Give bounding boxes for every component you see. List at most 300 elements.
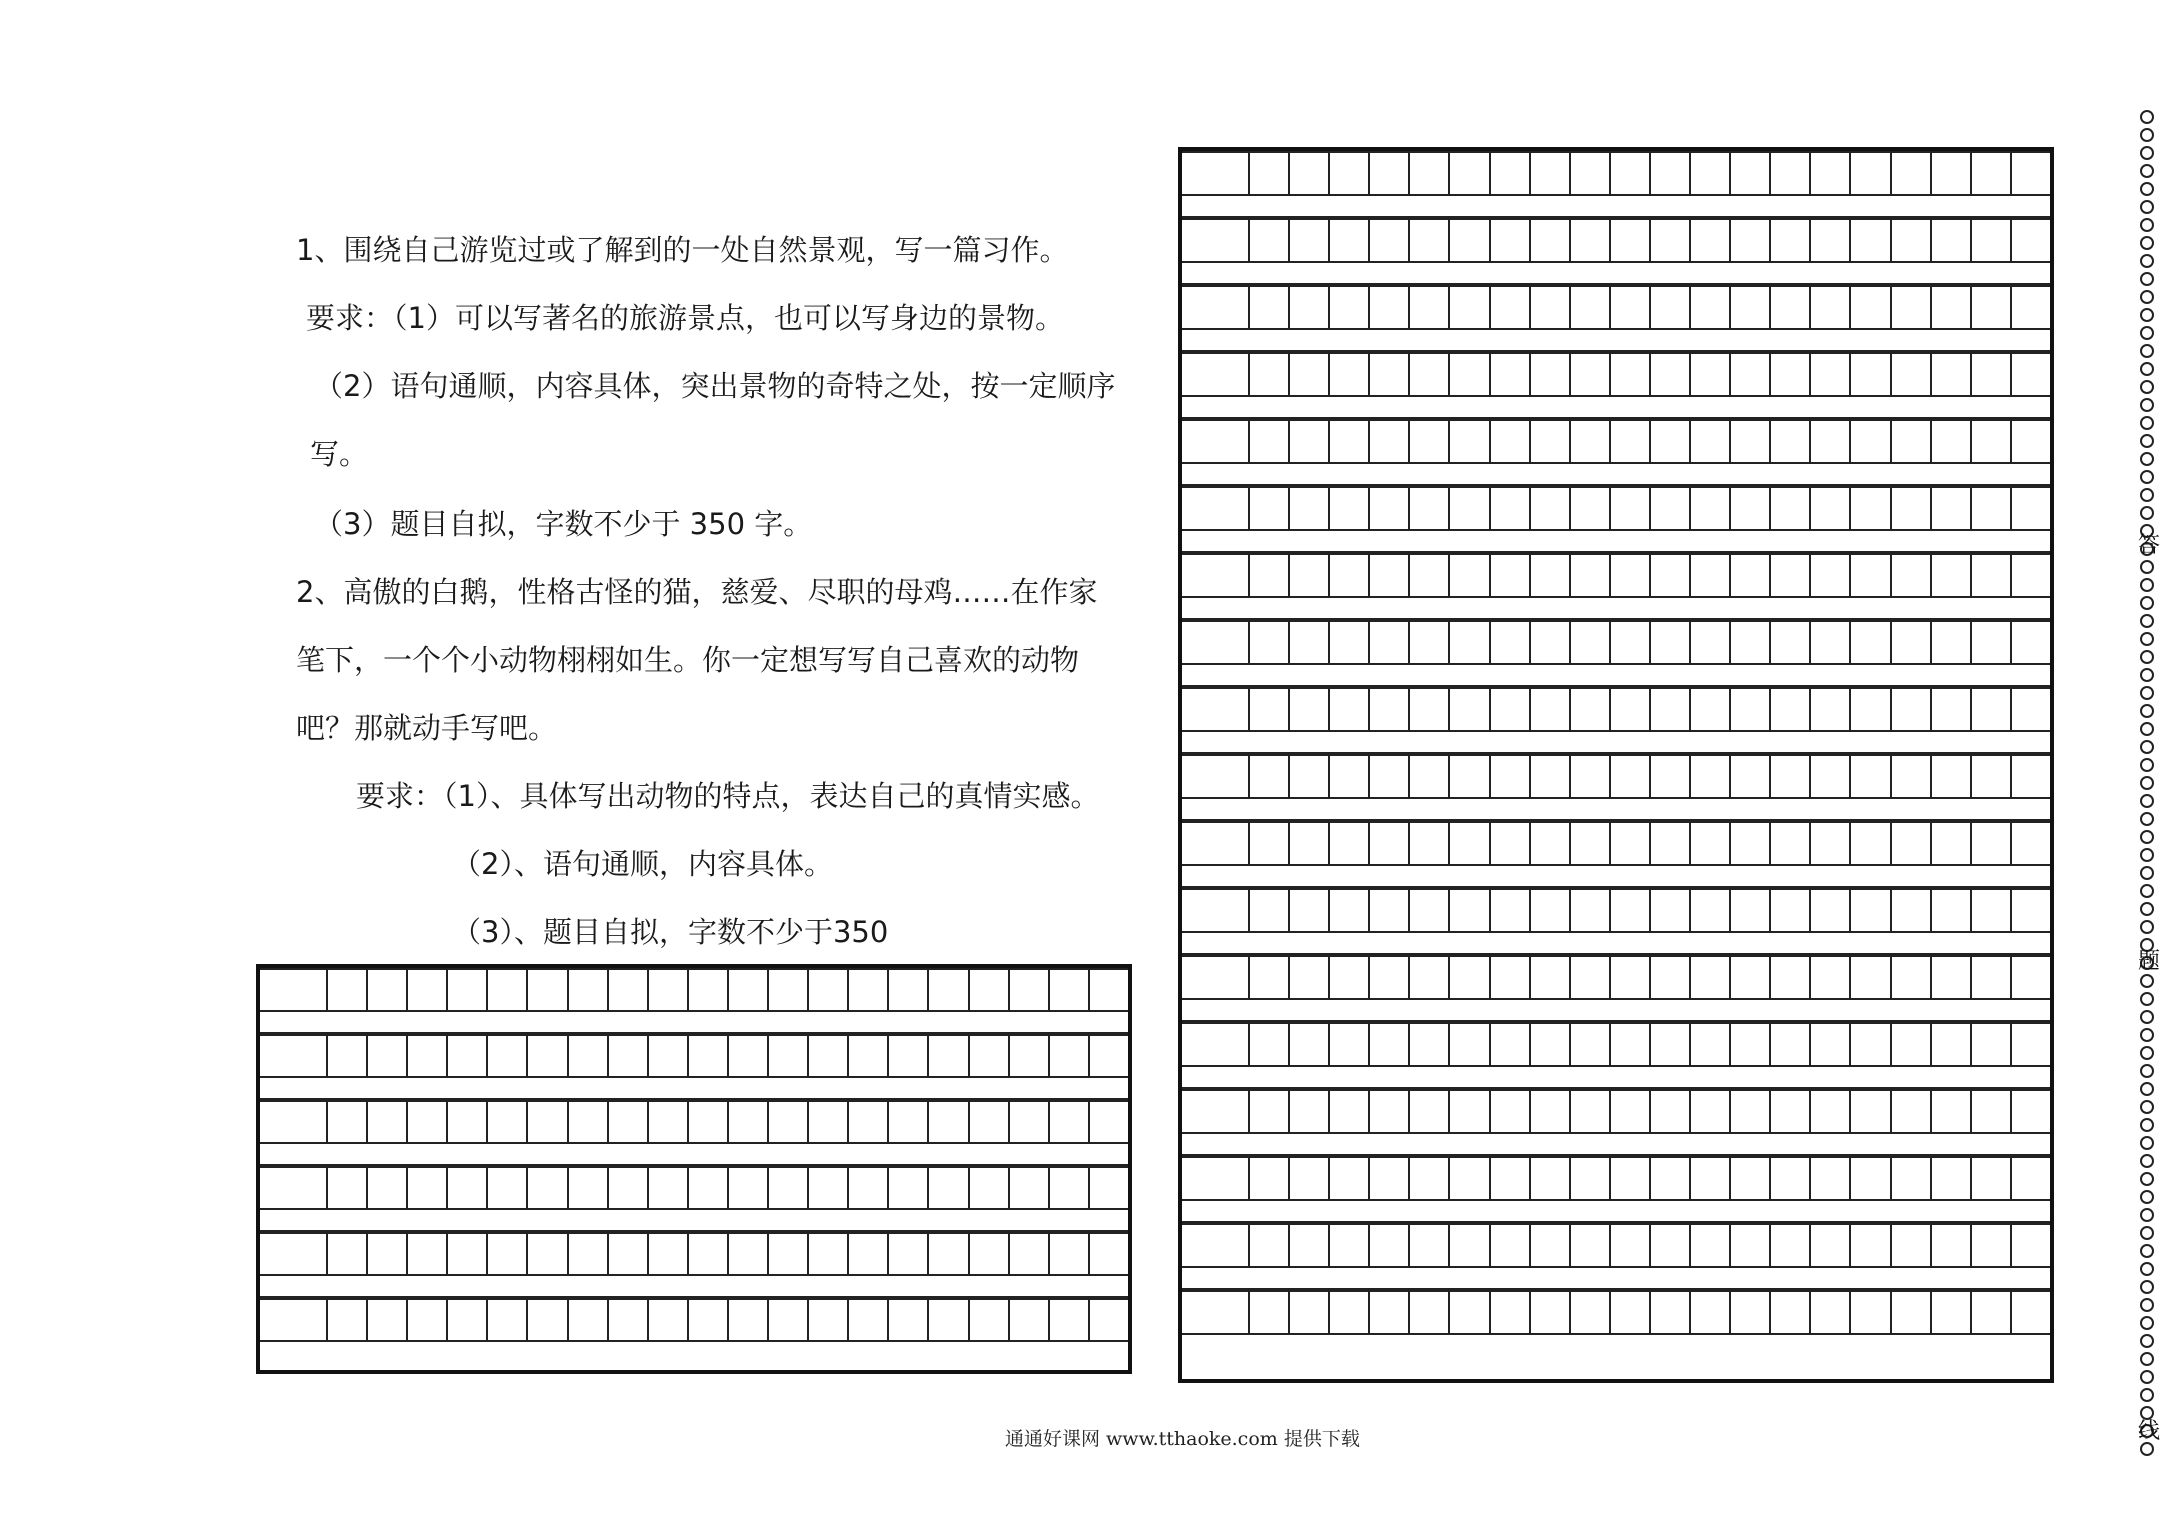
grid-cell[interactable]	[1370, 888, 1410, 933]
grid-cell[interactable]	[1851, 821, 1891, 866]
grid-cell[interactable]	[1450, 754, 1490, 799]
grid-row[interactable]	[1182, 218, 2050, 285]
grid-cell[interactable]	[1250, 687, 1290, 732]
grid-cell[interactable]	[769, 1100, 809, 1144]
grid-cell[interactable]	[1972, 352, 2012, 397]
grid-cell[interactable]	[528, 1166, 568, 1210]
grid-cell[interactable]	[1731, 285, 1771, 330]
grid-cell[interactable]	[1611, 754, 1651, 799]
grid-cell[interactable]	[1491, 888, 1531, 933]
grid-cell[interactable]	[1731, 151, 1771, 196]
grid-cell[interactable]	[1531, 1022, 1571, 1067]
grid-cell[interactable]	[328, 1100, 368, 1144]
grid-cell[interactable]	[1450, 1223, 1490, 1268]
grid-cell[interactable]	[809, 1298, 849, 1342]
grid-cell[interactable]	[2012, 352, 2050, 397]
grid-cell[interactable]	[1771, 620, 1811, 665]
grid-cell[interactable]	[1290, 553, 1330, 598]
grid-cell[interactable]	[1330, 620, 1370, 665]
grid-cell[interactable]	[1182, 821, 1250, 866]
grid-cell[interactable]	[1571, 352, 1611, 397]
grid-cell[interactable]	[1450, 553, 1490, 598]
grid-cell[interactable]	[809, 968, 849, 1012]
grid-cell[interactable]	[260, 1232, 328, 1276]
grid-cell[interactable]	[729, 1034, 769, 1078]
grid-cell[interactable]	[1611, 1156, 1651, 1201]
grid-cell[interactable]	[1892, 553, 1932, 598]
grid-cell[interactable]	[1450, 1022, 1490, 1067]
grid-cell[interactable]	[1491, 754, 1531, 799]
grid-cell[interactable]	[1090, 1232, 1128, 1276]
grid-cell[interactable]	[1651, 419, 1691, 464]
grid-cell[interactable]	[649, 968, 689, 1012]
grid-cell[interactable]	[1611, 151, 1651, 196]
grid-cell[interactable]	[1531, 620, 1571, 665]
grid-cell[interactable]	[1731, 687, 1771, 732]
grid-cell[interactable]	[1771, 1156, 1811, 1201]
grid-cell[interactable]	[1851, 1156, 1891, 1201]
grid-row[interactable]	[1182, 1290, 2050, 1357]
grid-cell[interactable]	[569, 1298, 609, 1342]
grid-row[interactable]	[1182, 419, 2050, 486]
grid-cell[interactable]	[1691, 285, 1731, 330]
grid-cell[interactable]	[1250, 620, 1290, 665]
grid-cell[interactable]	[970, 1034, 1010, 1078]
grid-cell[interactable]	[1330, 955, 1370, 1000]
grid-cell[interactable]	[1330, 754, 1370, 799]
grid-cell[interactable]	[1531, 1290, 1571, 1335]
grid-cell[interactable]	[1972, 1290, 2012, 1335]
grid-cell[interactable]	[1531, 151, 1571, 196]
grid-cell[interactable]	[1972, 620, 2012, 665]
grid-cell[interactable]	[1811, 1290, 1851, 1335]
grid-cell[interactable]	[1811, 1156, 1851, 1201]
grid-cell[interactable]	[1611, 419, 1651, 464]
grid-cell[interactable]	[1691, 1223, 1731, 1268]
grid-cell[interactable]	[1571, 218, 1611, 263]
grid-cell[interactable]	[1611, 218, 1651, 263]
grid-cell[interactable]	[569, 1232, 609, 1276]
grid-cell[interactable]	[1771, 486, 1811, 531]
grid-cell[interactable]	[1090, 968, 1128, 1012]
grid-cell[interactable]	[1290, 486, 1330, 531]
grid-cell[interactable]	[1892, 754, 1932, 799]
grid-cell[interactable]	[368, 1232, 408, 1276]
grid-cell[interactable]	[889, 1232, 929, 1276]
grid-cell[interactable]	[1811, 553, 1851, 598]
grid-cell[interactable]	[448, 968, 488, 1012]
grid-cell[interactable]	[2012, 888, 2050, 933]
grid-cell[interactable]	[260, 1034, 328, 1078]
grid-cell[interactable]	[528, 1298, 568, 1342]
grid-cell[interactable]	[1811, 151, 1851, 196]
grid-cell[interactable]	[689, 968, 729, 1012]
grid-cell[interactable]	[408, 1166, 448, 1210]
grid-cell[interactable]	[729, 1298, 769, 1342]
grid-row[interactable]	[1182, 151, 2050, 218]
grid-cell[interactable]	[1892, 1223, 1932, 1268]
grid-cell[interactable]	[1571, 486, 1611, 531]
right-writing-grid[interactable]	[1178, 147, 2054, 1383]
grid-cell[interactable]	[1531, 955, 1571, 1000]
grid-cell[interactable]	[1330, 486, 1370, 531]
grid-cell[interactable]	[1491, 352, 1531, 397]
grid-cell[interactable]	[929, 1298, 969, 1342]
grid-cell[interactable]	[1972, 419, 2012, 464]
grid-cell[interactable]	[1531, 1089, 1571, 1134]
grid-cell[interactable]	[2012, 754, 2050, 799]
grid-cell[interactable]	[1972, 1022, 2012, 1067]
grid-cell[interactable]	[1531, 687, 1571, 732]
grid-cell[interactable]	[1531, 754, 1571, 799]
grid-cell[interactable]	[1691, 553, 1731, 598]
grid-cell[interactable]	[769, 968, 809, 1012]
grid-cell[interactable]	[1972, 821, 2012, 866]
grid-cell[interactable]	[1851, 1223, 1891, 1268]
grid-cell[interactable]	[1250, 1223, 1290, 1268]
grid-cell[interactable]	[448, 1232, 488, 1276]
grid-cell[interactable]	[609, 1232, 649, 1276]
grid-cell[interactable]	[1450, 1290, 1490, 1335]
grid-cell[interactable]	[1450, 620, 1490, 665]
grid-cell[interactable]	[889, 1298, 929, 1342]
grid-cell[interactable]	[1892, 955, 1932, 1000]
grid-cell[interactable]	[1972, 486, 2012, 531]
grid-cell[interactable]	[849, 1166, 889, 1210]
grid-cell[interactable]	[1571, 1290, 1611, 1335]
grid-cell[interactable]	[1972, 955, 2012, 1000]
grid-cell[interactable]	[1290, 888, 1330, 933]
grid-cell[interactable]	[1410, 419, 1450, 464]
grid-cell[interactable]	[1370, 1089, 1410, 1134]
grid-cell[interactable]	[1250, 1089, 1290, 1134]
grid-cell[interactable]	[1651, 955, 1691, 1000]
grid-cell[interactable]	[1651, 1290, 1691, 1335]
grid-cell[interactable]	[1050, 1232, 1090, 1276]
grid-cell[interactable]	[1290, 1089, 1330, 1134]
grid-cell[interactable]	[1410, 352, 1450, 397]
grid-cell[interactable]	[1611, 1089, 1651, 1134]
grid-cell[interactable]	[1450, 955, 1490, 1000]
grid-cell[interactable]	[1450, 1156, 1490, 1201]
grid-cell[interactable]	[1651, 1223, 1691, 1268]
left-writing-grid[interactable]	[256, 964, 1132, 1374]
grid-row[interactable]	[1182, 888, 2050, 955]
grid-cell[interactable]	[1330, 553, 1370, 598]
grid-cell[interactable]	[1851, 1022, 1891, 1067]
grid-cell[interactable]	[368, 968, 408, 1012]
grid-cell[interactable]	[1811, 821, 1851, 866]
grid-cell[interactable]	[1370, 754, 1410, 799]
grid-row[interactable]	[260, 1298, 1128, 1364]
grid-cell[interactable]	[769, 1298, 809, 1342]
grid-cell[interactable]	[1651, 352, 1691, 397]
grid-row[interactable]	[1182, 1156, 2050, 1223]
grid-cell[interactable]	[1651, 151, 1691, 196]
grid-cell[interactable]	[1611, 553, 1651, 598]
grid-cell[interactable]	[1290, 754, 1330, 799]
grid-cell[interactable]	[1892, 218, 1932, 263]
grid-cell[interactable]	[1651, 285, 1691, 330]
grid-cell[interactable]	[1250, 553, 1290, 598]
grid-cell[interactable]	[689, 1100, 729, 1144]
grid-row[interactable]	[260, 968, 1128, 1034]
grid-cell[interactable]	[1182, 1022, 1250, 1067]
grid-cell[interactable]	[260, 1100, 328, 1144]
grid-cell[interactable]	[1491, 955, 1531, 1000]
grid-cell[interactable]	[368, 1100, 408, 1144]
grid-cell[interactable]	[1370, 285, 1410, 330]
grid-cell[interactable]	[1491, 1022, 1531, 1067]
grid-cell[interactable]	[1491, 553, 1531, 598]
grid-cell[interactable]	[1491, 821, 1531, 866]
grid-cell[interactable]	[1611, 352, 1651, 397]
grid-cell[interactable]	[1932, 687, 1972, 732]
grid-cell[interactable]	[569, 968, 609, 1012]
grid-cell[interactable]	[1491, 486, 1531, 531]
grid-cell[interactable]	[1731, 1290, 1771, 1335]
grid-cell[interactable]	[1771, 1290, 1811, 1335]
grid-cell[interactable]	[1771, 1022, 1811, 1067]
grid-cell[interactable]	[1290, 151, 1330, 196]
grid-cell[interactable]	[1010, 968, 1050, 1012]
grid-cell[interactable]	[1771, 754, 1811, 799]
grid-cell[interactable]	[1851, 1290, 1891, 1335]
grid-cell[interactable]	[1851, 1089, 1891, 1134]
grid-cell[interactable]	[1450, 285, 1490, 330]
grid-cell[interactable]	[569, 1166, 609, 1210]
grid-cell[interactable]	[1731, 888, 1771, 933]
grid-cell[interactable]	[488, 1232, 528, 1276]
grid-cell[interactable]	[488, 1034, 528, 1078]
grid-cell[interactable]	[1531, 1156, 1571, 1201]
grid-cell[interactable]	[1771, 1223, 1811, 1268]
grid-cell[interactable]	[1771, 1089, 1811, 1134]
grid-cell[interactable]	[1571, 1156, 1611, 1201]
grid-cell[interactable]	[970, 968, 1010, 1012]
grid-cell[interactable]	[1611, 888, 1651, 933]
grid-cell[interactable]	[1450, 352, 1490, 397]
grid-cell[interactable]	[408, 1298, 448, 1342]
grid-row[interactable]	[1182, 553, 2050, 620]
grid-cell[interactable]	[1450, 687, 1490, 732]
grid-cell[interactable]	[1611, 620, 1651, 665]
grid-cell[interactable]	[2012, 955, 2050, 1000]
grid-row[interactable]	[260, 1100, 1128, 1166]
grid-cell[interactable]	[1892, 687, 1932, 732]
grid-cell[interactable]	[1290, 1022, 1330, 1067]
grid-cell[interactable]	[1182, 888, 1250, 933]
grid-cell[interactable]	[1771, 553, 1811, 598]
grid-cell[interactable]	[649, 1298, 689, 1342]
grid-cell[interactable]	[1330, 352, 1370, 397]
grid-cell[interactable]	[1410, 1223, 1450, 1268]
grid-cell[interactable]	[769, 1232, 809, 1276]
grid-cell[interactable]	[2012, 218, 2050, 263]
grid-cell[interactable]	[1290, 687, 1330, 732]
grid-cell[interactable]	[1892, 352, 1932, 397]
grid-cell[interactable]	[1410, 620, 1450, 665]
grid-cell[interactable]	[1851, 754, 1891, 799]
grid-cell[interactable]	[1450, 218, 1490, 263]
grid-cell[interactable]	[609, 1298, 649, 1342]
grid-cell[interactable]	[1410, 285, 1450, 330]
grid-cell[interactable]	[1050, 1166, 1090, 1210]
grid-cell[interactable]	[1571, 955, 1611, 1000]
grid-cell[interactable]	[889, 1034, 929, 1078]
grid-cell[interactable]	[1330, 285, 1370, 330]
grid-cell[interactable]	[328, 1034, 368, 1078]
grid-cell[interactable]	[1531, 285, 1571, 330]
grid-cell[interactable]	[1811, 754, 1851, 799]
grid-cell[interactable]	[1410, 821, 1450, 866]
grid-cell[interactable]	[1450, 821, 1490, 866]
grid-cell[interactable]	[1691, 754, 1731, 799]
grid-cell[interactable]	[1410, 955, 1450, 1000]
grid-cell[interactable]	[260, 1298, 328, 1342]
grid-cell[interactable]	[1410, 486, 1450, 531]
grid-cell[interactable]	[1250, 419, 1290, 464]
grid-cell[interactable]	[649, 1034, 689, 1078]
grid-cell[interactable]	[2012, 486, 2050, 531]
grid-cell[interactable]	[1571, 687, 1611, 732]
grid-cell[interactable]	[448, 1298, 488, 1342]
grid-row[interactable]	[1182, 1223, 2050, 1290]
grid-row[interactable]	[1182, 687, 2050, 754]
grid-cell[interactable]	[1731, 419, 1771, 464]
grid-cell[interactable]	[1491, 419, 1531, 464]
grid-cell[interactable]	[1851, 151, 1891, 196]
grid-cell[interactable]	[1090, 1166, 1128, 1210]
grid-cell[interactable]	[1892, 1156, 1932, 1201]
grid-cell[interactable]	[2012, 687, 2050, 732]
grid-cell[interactable]	[2012, 285, 2050, 330]
grid-cell[interactable]	[1731, 1089, 1771, 1134]
grid-cell[interactable]	[1691, 1089, 1731, 1134]
grid-cell[interactable]	[1972, 151, 2012, 196]
grid-cell[interactable]	[1531, 553, 1571, 598]
grid-cell[interactable]	[769, 1166, 809, 1210]
grid-cell[interactable]	[1811, 1223, 1851, 1268]
grid-cell[interactable]	[1651, 620, 1691, 665]
grid-cell[interactable]	[649, 1166, 689, 1210]
grid-cell[interactable]	[929, 1100, 969, 1144]
grid-cell[interactable]	[689, 1298, 729, 1342]
grid-cell[interactable]	[1851, 419, 1891, 464]
grid-cell[interactable]	[1491, 218, 1531, 263]
grid-cell[interactable]	[1691, 687, 1731, 732]
grid-cell[interactable]	[1250, 352, 1290, 397]
grid-cell[interactable]	[1972, 553, 2012, 598]
grid-cell[interactable]	[1050, 968, 1090, 1012]
grid-cell[interactable]	[1370, 151, 1410, 196]
grid-cell[interactable]	[1771, 687, 1811, 732]
grid-cell[interactable]	[1050, 1298, 1090, 1342]
grid-cell[interactable]	[1370, 955, 1410, 1000]
grid-row[interactable]	[1182, 1089, 2050, 1156]
grid-cell[interactable]	[769, 1034, 809, 1078]
grid-cell[interactable]	[1851, 553, 1891, 598]
grid-cell[interactable]	[1571, 1022, 1611, 1067]
grid-cell[interactable]	[1410, 151, 1450, 196]
grid-cell[interactable]	[689, 1232, 729, 1276]
grid-cell[interactable]	[849, 1034, 889, 1078]
grid-cell[interactable]	[1892, 1022, 1932, 1067]
grid-cell[interactable]	[1410, 1156, 1450, 1201]
grid-cell[interactable]	[1571, 419, 1611, 464]
grid-cell[interactable]	[1250, 754, 1290, 799]
grid-cell[interactable]	[1691, 955, 1731, 1000]
grid-cell[interactable]	[1491, 687, 1531, 732]
grid-cell[interactable]	[408, 1100, 448, 1144]
grid-cell[interactable]	[2012, 553, 2050, 598]
grid-cell[interactable]	[1182, 419, 1250, 464]
grid-cell[interactable]	[1651, 553, 1691, 598]
grid-cell[interactable]	[1330, 419, 1370, 464]
grid-cell[interactable]	[1250, 1290, 1290, 1335]
grid-cell[interactable]	[1250, 955, 1290, 1000]
grid-cell[interactable]	[1972, 754, 2012, 799]
grid-row[interactable]	[260, 1034, 1128, 1100]
grid-row[interactable]	[1182, 754, 2050, 821]
grid-cell[interactable]	[1250, 218, 1290, 263]
grid-cell[interactable]	[368, 1298, 408, 1342]
grid-cell[interactable]	[1491, 285, 1531, 330]
grid-cell[interactable]	[1771, 285, 1811, 330]
grid-cell[interactable]	[1182, 553, 1250, 598]
grid-cell[interactable]	[1010, 1100, 1050, 1144]
grid-cell[interactable]	[448, 1166, 488, 1210]
grid-cell[interactable]	[1892, 151, 1932, 196]
grid-cell[interactable]	[1811, 419, 1851, 464]
grid-cell[interactable]	[1410, 888, 1450, 933]
grid-cell[interactable]	[1811, 218, 1851, 263]
grid-cell[interactable]	[1611, 1022, 1651, 1067]
grid-cell[interactable]	[609, 1166, 649, 1210]
grid-cell[interactable]	[1892, 821, 1932, 866]
grid-cell[interactable]	[1370, 1223, 1410, 1268]
grid-cell[interactable]	[2012, 620, 2050, 665]
grid-cell[interactable]	[929, 968, 969, 1012]
grid-cell[interactable]	[970, 1298, 1010, 1342]
grid-cell[interactable]	[1330, 821, 1370, 866]
grid-cell[interactable]	[1691, 218, 1731, 263]
grid-cell[interactable]	[408, 1232, 448, 1276]
grid-cell[interactable]	[1370, 1290, 1410, 1335]
grid-cell[interactable]	[1531, 352, 1571, 397]
grid-row[interactable]	[1182, 620, 2050, 687]
grid-cell[interactable]	[2012, 821, 2050, 866]
grid-cell[interactable]	[1731, 553, 1771, 598]
grid-cell[interactable]	[1932, 1089, 1972, 1134]
grid-cell[interactable]	[1410, 1022, 1450, 1067]
grid-cell[interactable]	[689, 1166, 729, 1210]
grid-cell[interactable]	[1330, 1156, 1370, 1201]
grid-cell[interactable]	[609, 1100, 649, 1144]
grid-cell[interactable]	[1410, 687, 1450, 732]
grid-cell[interactable]	[1892, 888, 1932, 933]
grid-cell[interactable]	[1410, 1290, 1450, 1335]
grid-row[interactable]	[1182, 486, 2050, 553]
grid-cell[interactable]	[1611, 687, 1651, 732]
grid-cell[interactable]	[1531, 1223, 1571, 1268]
grid-cell[interactable]	[1491, 151, 1531, 196]
grid-cell[interactable]	[1651, 218, 1691, 263]
grid-cell[interactable]	[1811, 888, 1851, 933]
grid-cell[interactable]	[2012, 1156, 2050, 1201]
grid-cell[interactable]	[689, 1034, 729, 1078]
grid-cell[interactable]	[1571, 821, 1611, 866]
